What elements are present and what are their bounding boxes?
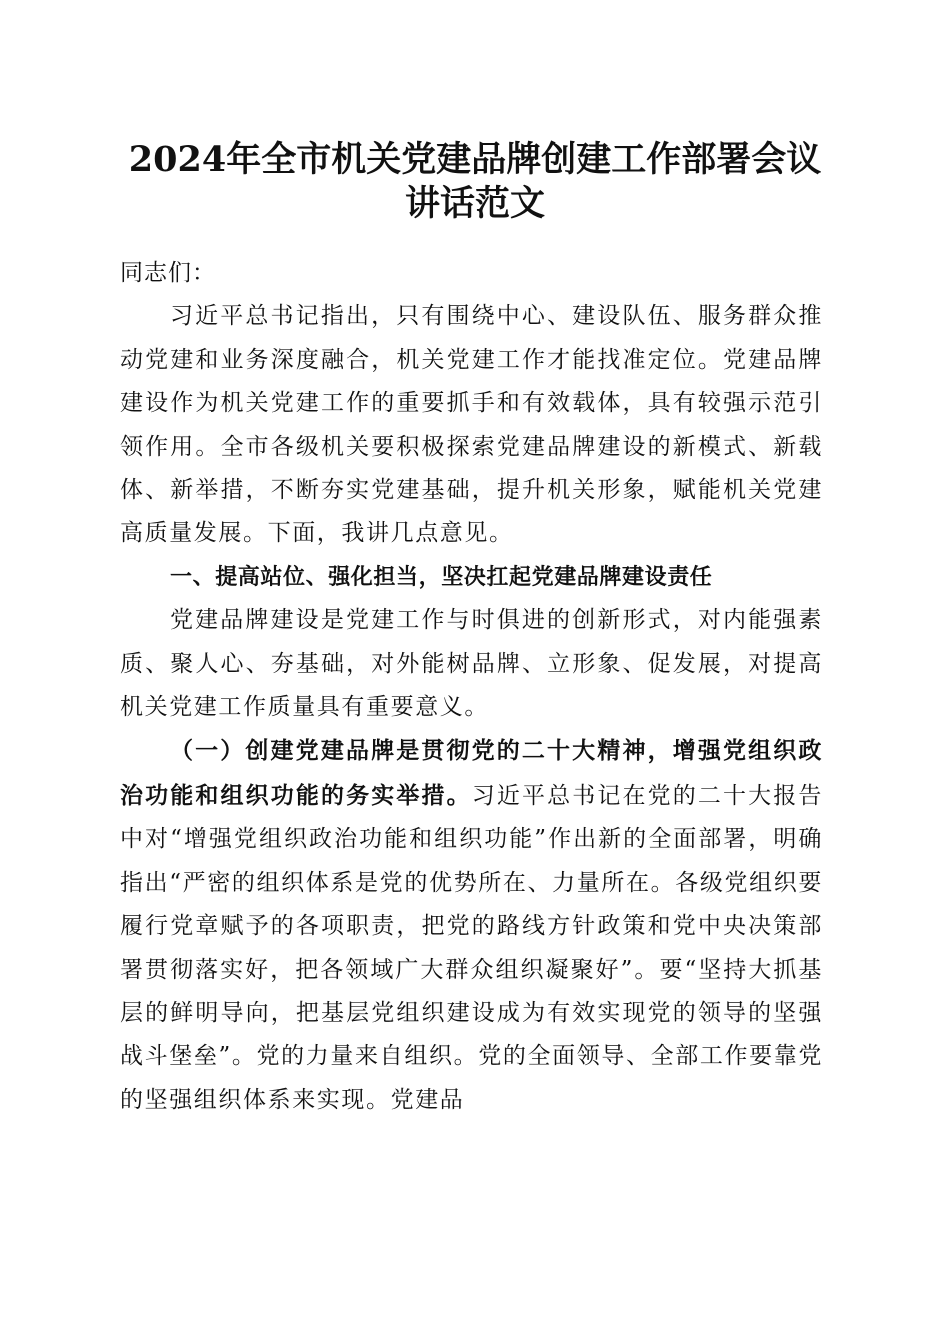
intro-paragraph: 习近平总书记指出，只有围绕中心、建设队伍、服务群众推动党建和业务深度融合，机关党建工作才能找准定位。党建品牌建设作为机关党建工作的重要抓手和有效载体，具有较强示范引领作用。全市各级机关要积极探索党建品牌建设的新模式、新载体、新举措，不断夯实党建基础，提升机关形象，赋能机关党建高质量发展。下面，我讲几点意见。 <box>120 303 823 547</box>
title-line-1: 2024年全市机关党建品牌创建工作部署会议 <box>128 139 822 180</box>
section-1-heading: 一、提高站位、强化担当，坚决扛起党建品牌建设责任 <box>170 564 713 590</box>
title-line-2: 讲话范文 <box>404 183 545 224</box>
subsection-1-body: 习近平总书记在党的二十大报告中对“增强党组织政治功能和组织功能”作出新的全面部署，明确指出“严密的组织体系是党的优势所在、力量所在。各级党组织要履行党章赋予的各项职责，把党的路线方针政策和党中央决策部署贯彻落实好，把各领域广大群众组织凝聚好”。要“坚持大抓基层的鲜明导向，把基层党组织建设成为有效实现党的领导的坚强战斗堡垒”。党的力量来自组织。党的全面领导、全部工作要靠党的坚强组织体系来实现。党建品 <box>120 782 823 1113</box>
document-body <box>120 252 823 1122</box>
section-1-paragraph: 党建品牌建设是党建工作与时俱进的创新形式，对内能强素质、聚人心、夯基础，对外能树品牌、立形象、促发展，对提高机关党建工作质量具有重要意义。 <box>120 607 823 721</box>
subsection-1-heading: （一）创建党建品牌是贯彻党的二十大精神，增强党组织政治功能和组织功能的务实举措。 <box>120 737 823 809</box>
subsection-1-paragraph <box>120 729 823 1122</box>
document-title <box>100 138 850 226</box>
greeting: 同志们： <box>120 260 216 286</box>
